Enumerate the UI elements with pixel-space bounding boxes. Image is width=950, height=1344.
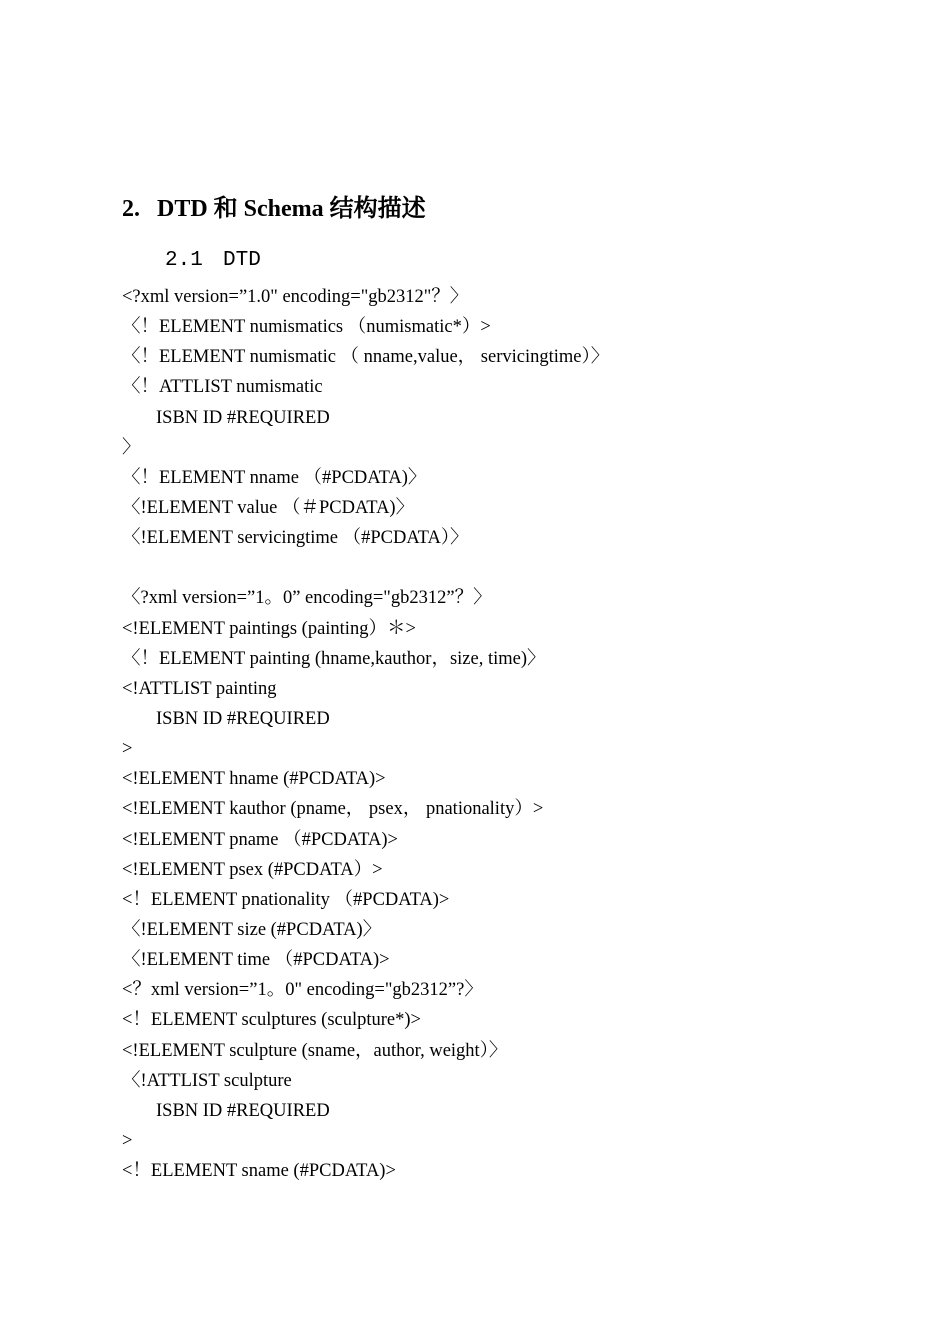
section-number: 2. <box>122 196 140 222</box>
code-line: 〈?xml version=”1。0” encoding="gb2312”？〉 <box>122 588 492 609</box>
code-line: <!ELEMENT sculpture (sname，author, weight）〉 <box>122 1040 508 1061</box>
code-line: <！ELEMENT pnationality （#PCDATA)> <box>122 889 450 910</box>
code-line: <!ELEMENT hname (#PCDATA)> <box>122 769 386 790</box>
code-line: 〈!ELEMENT size (#PCDATA)〉 <box>122 919 382 940</box>
code-line: <!ELEMENT psex (#PCDATA）> <box>122 859 383 880</box>
section-title: DTD 和 Schema 结构描述 <box>157 196 426 222</box>
code-line: 〈!ELEMENT time （#PCDATA)> <box>122 950 390 971</box>
code-line: 〈!ATTLIST sculpture <box>122 1070 292 1091</box>
code-line: > <box>122 1130 133 1151</box>
code-line: ISBN ID #REQUIRED <box>156 708 330 729</box>
code-line: <!ELEMENT paintings (painting）＊> <box>122 618 416 639</box>
code-line: 〈!ELEMENT value （＃PCDATA)〉 <box>122 497 415 518</box>
code-line: 〈！ELEMENT numismatics （numismatic*）> <box>122 317 491 338</box>
subsection-heading <box>165 246 261 276</box>
code-line: ISBN ID #REQUIRED <box>156 1100 330 1121</box>
code-line: <!ELEMENT pname （#PCDATA)> <box>122 829 398 850</box>
code-line: <?xml version=”1.0" encoding="gb2312"？〉 <box>122 287 469 307</box>
dtd-code-block <box>122 282 902 1186</box>
code-line: ISBN ID #REQUIRED <box>156 407 330 428</box>
code-line: 〈！ATTLIST numismatic <box>122 377 323 398</box>
subsection-title: DTD <box>223 249 261 272</box>
code-line: 〈!ELEMENT servicingtime （#PCDATA）〉 <box>122 528 469 549</box>
code-line: 〉 <box>122 437 141 458</box>
code-line <box>122 553 902 583</box>
code-line: <!ELEMENT kauthor (pname， psex， pnationality）> <box>122 799 544 820</box>
code-line: > <box>122 739 133 760</box>
code-line: <！ELEMENT sculptures (sculpture*)> <box>122 1010 421 1031</box>
section-heading <box>122 192 426 226</box>
code-line: 〈！ELEMENT numismatic （ nname,value， servicingtime）〉 <box>122 347 610 368</box>
subsection-number: 2.1 <box>165 249 203 272</box>
code-line: 〈！ELEMENT nname （#PCDATA)〉 <box>122 467 427 488</box>
code-line: <？xml version=”1。0" encoding="gb2312”?〉 <box>122 980 483 1001</box>
code-line: <！ELEMENT sname (#PCDATA)> <box>122 1161 396 1182</box>
code-line: 〈！ELEMENT painting (hname,kauthor，size, time)〉 <box>122 648 546 669</box>
code-line: <!ATTLIST painting <box>122 678 277 699</box>
